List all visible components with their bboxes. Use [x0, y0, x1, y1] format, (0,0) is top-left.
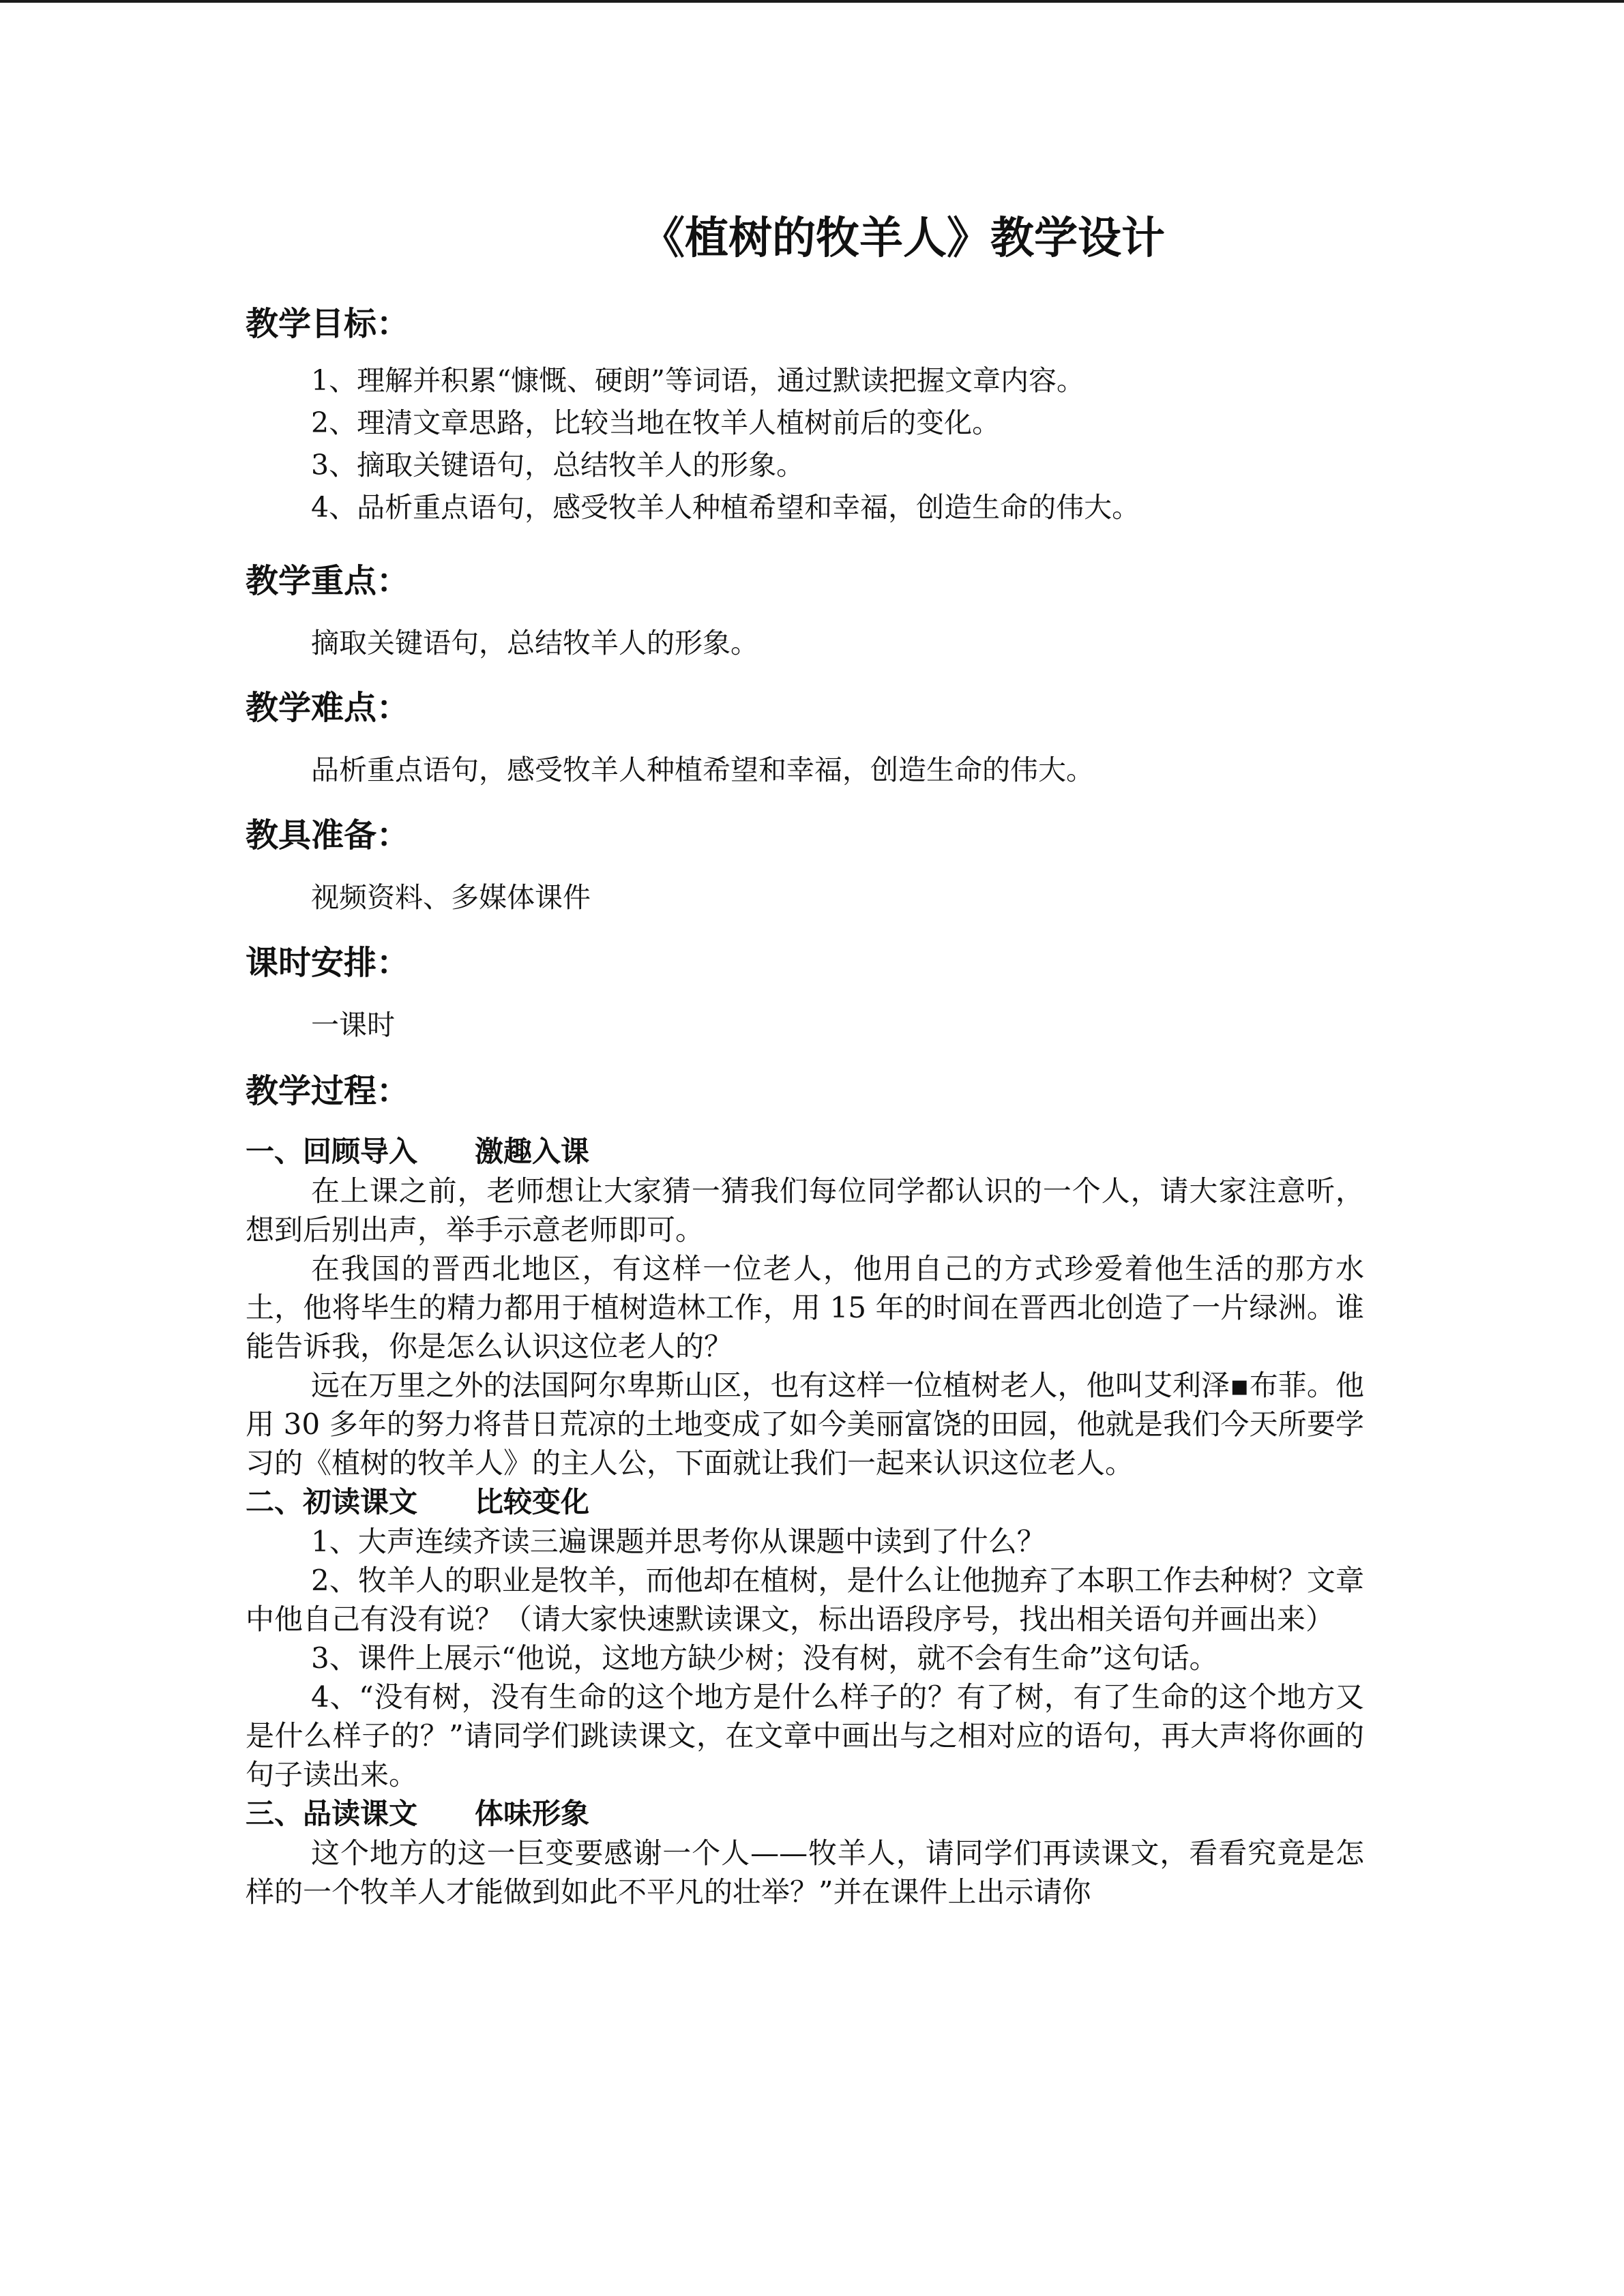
difficulties-text: 品析重点语句，感受牧羊人种植希望和幸福，创造生命的伟大。	[311, 754, 1094, 786]
process-part-2	[246, 1482, 1364, 1794]
process-part-3	[246, 1794, 1364, 1911]
materials-section	[246, 808, 1364, 919]
document-title: 《植树的牧羊人》教学设计	[641, 213, 1165, 264]
process-heading: 教学过程：	[246, 1072, 410, 1110]
paragraph: 1、大声连续齐读三遍课题并思考你从课题中读到了什么？	[311, 1525, 1046, 1558]
objective-item: 2、理清文章思路，比较当地在牧羊人植树前后的变化。	[311, 406, 1001, 439]
section-title: 一、回顾导入 激趣入课	[246, 1135, 590, 1168]
page-top-border	[0, 0, 1624, 3]
schedule-section	[246, 936, 1364, 1046]
objectives-heading: 教学目标：	[246, 305, 410, 343]
materials-heading: 教具准备：	[246, 816, 410, 854]
section-title: 二、初读课文 比较变化	[246, 1485, 590, 1519]
key-points-text: 摘取关键语句，总结牧羊人的形象。	[311, 627, 758, 659]
paragraph: 3、课件上展示“他说，这地方缺少树；没有树，就不会有生命”这句话。	[311, 1641, 1218, 1675]
objective-item: 3、摘取关键语句，总结牧羊人的形象。	[311, 449, 805, 481]
materials-text: 视频资料、多媒体课件	[311, 881, 591, 914]
key-points-heading: 教学重点：	[246, 562, 410, 600]
paragraph: 4、“没有树，没有生命的这个地方是什么样子的？有了树，有了生命的这个地方又是什么样子的？”请同学们跳读课文，在文章中画出与之相对应的语句，再大声将你画的句子读出来。	[246, 1680, 1364, 1791]
process-section	[246, 1064, 1364, 1911]
objective-item: 1、理解并积累“慷慨、硬朗”等词语，通过默读把握文章内容。	[311, 364, 1085, 397]
process-part-1	[246, 1132, 1364, 1482]
objectives-section	[246, 297, 1364, 528]
paragraph: 在我国的晋西北地区，有这样一位老人，他用自己的方式珍爱着他生活的那方水土，他将毕生的精力都用于植树造林工作，用 15 年的时间在晋西北创造了一片绿洲。谁能告诉我，你是怎么认识这位老人的？	[246, 1252, 1364, 1363]
objective-item: 4、品析重点语句，感受牧羊人种植希望和幸福，创造生命的伟大。	[311, 491, 1140, 524]
paragraph: 这个地方的这一巨变要感谢一个人——牧羊人，请同学们再读课文，看看究竟是怎样的一个牧羊人才能做到如此不平凡的壮举？”并在课件上出示请你	[246, 1836, 1364, 1909]
objectives-list	[246, 359, 1364, 528]
paragraph: 2、牧羊人的职业是牧羊，而他却在植树，是什么让他抛弃了本职工作去种树？文章中他自己有没有说？（请大家快速默读课文，标出语段序号，找出相关语句并画出来）	[246, 1564, 1364, 1636]
section-title: 三、品读课文 体味形象	[246, 1797, 590, 1830]
difficulties-section	[246, 681, 1364, 791]
paragraph: 在上课之前，老师想让大家猜一猜我们每位同学都认识的一个人，请大家注意听，想到后别出声，举手示意老师即可。	[246, 1174, 1364, 1247]
paragraph: 远在万里之外的法国阿尔卑斯山区，也有这样一位植树老人，他叫艾利泽▪布菲。他用 30 多年的努力将昔日荒凉的土地变成了如今美丽富饶的田园，他就是我们今天所要学习的《植树的牧羊人》的主人公，下面就让我们一起来认识这位老人。	[246, 1369, 1364, 1480]
schedule-heading: 课时安排：	[246, 944, 410, 982]
schedule-text: 一课时	[311, 1009, 395, 1041]
key-points-section	[246, 554, 1364, 664]
difficulties-heading: 教学难点：	[246, 689, 410, 727]
